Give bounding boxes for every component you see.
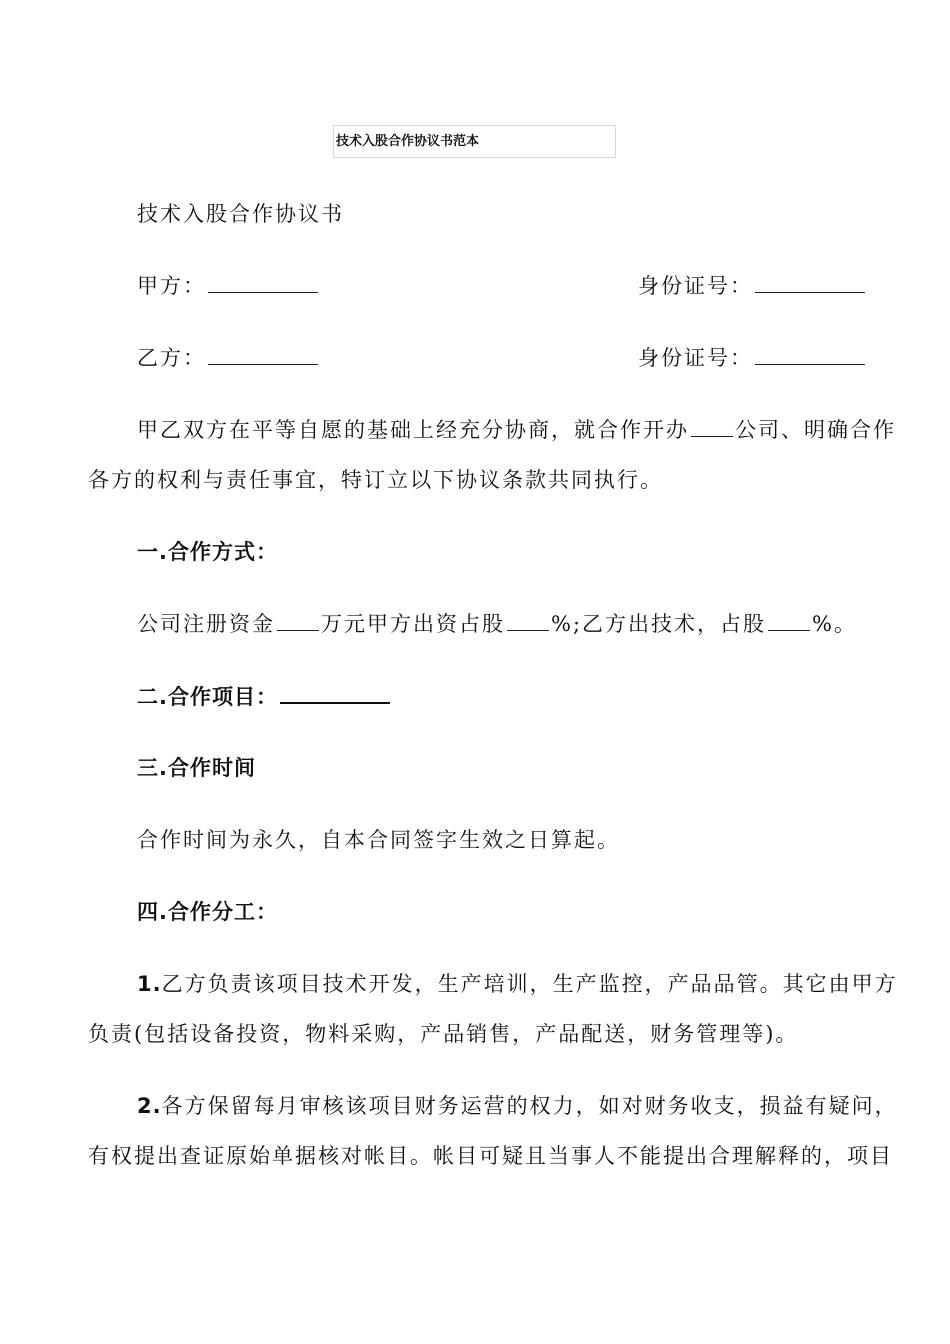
section-2-label: 二.合作项目： <box>137 685 278 709</box>
capital-blank[interactable] <box>277 610 319 631</box>
party-b-share-blank[interactable] <box>768 610 810 631</box>
party-b-label: 乙方： <box>137 346 206 370</box>
party-b-row <box>137 344 320 372</box>
party-b-id-row <box>638 344 867 372</box>
party-a-id-row <box>638 272 867 300</box>
party-b-blank[interactable] <box>208 344 318 365</box>
section-3-heading: 三.合作时间 <box>137 756 256 780</box>
clause-1-line-1 <box>137 970 898 998</box>
party-b-share-label: %;乙方出技术，占股 <box>551 612 767 636</box>
party-a-blank[interactable] <box>208 272 318 293</box>
party-a-share-label: 万元甲方出资占股 <box>321 612 505 636</box>
party-a-row <box>137 272 320 300</box>
clause-1-line-2: 负责(包括设备投资，物料采购，产品销售，产品配送，财务管理等)。 <box>88 1022 799 1046</box>
party-a-share-blank[interactable] <box>507 610 549 631</box>
party-a-id-blank[interactable] <box>755 272 865 293</box>
intro-line-2: 各方的权利与责任事宜，特订立以下协议条款共同执行。 <box>88 468 663 492</box>
clause-2-number: 2. <box>137 1094 162 1118</box>
percent-suffix: %。 <box>812 612 857 636</box>
intro-line-1 <box>137 416 896 444</box>
party-a-id-label: 身份证号： <box>638 274 753 298</box>
section-2-heading <box>137 682 392 711</box>
company-name-blank[interactable] <box>691 416 733 437</box>
clause-1-text-1: 乙方负责该项目技术开发，生产培训，生产监控，产品品管。其它由甲方 <box>161 972 898 996</box>
section-1-heading: 一.合作方式： <box>137 540 278 564</box>
document-title: 技术入股合作协议书 <box>137 202 344 226</box>
section-3-text: 合作时间为永久，自本合同签字生效之日算起。 <box>137 828 620 852</box>
section-1-text <box>137 610 857 638</box>
project-blank[interactable] <box>280 682 390 704</box>
party-b-id-blank[interactable] <box>755 344 865 365</box>
clause-2-line-2: 有权提出查证原始单据核对帐目。帐目可疑且当事人不能提出合理解释的，项目 <box>88 1144 893 1168</box>
capital-label: 公司注册资金 <box>137 612 275 636</box>
intro-text-1b: 公司、明确合作 <box>735 418 896 442</box>
clause-2-line-1 <box>137 1092 898 1120</box>
intro-text-1a: 甲乙双方在平等自愿的基础上经充分协商，就合作开办 <box>137 418 689 442</box>
clause-2-text-1: 各方保留每月审核该项目财务运营的权力，如对财务收支，损益有疑问， <box>161 1094 898 1118</box>
party-a-label: 甲方： <box>137 274 206 298</box>
document-header-title: 技术入股合作协议书范本 <box>333 125 616 158</box>
section-4-heading: 四.合作分工： <box>137 900 278 924</box>
party-b-id-label: 身份证号： <box>638 346 753 370</box>
clause-1-number: 1. <box>137 972 162 996</box>
